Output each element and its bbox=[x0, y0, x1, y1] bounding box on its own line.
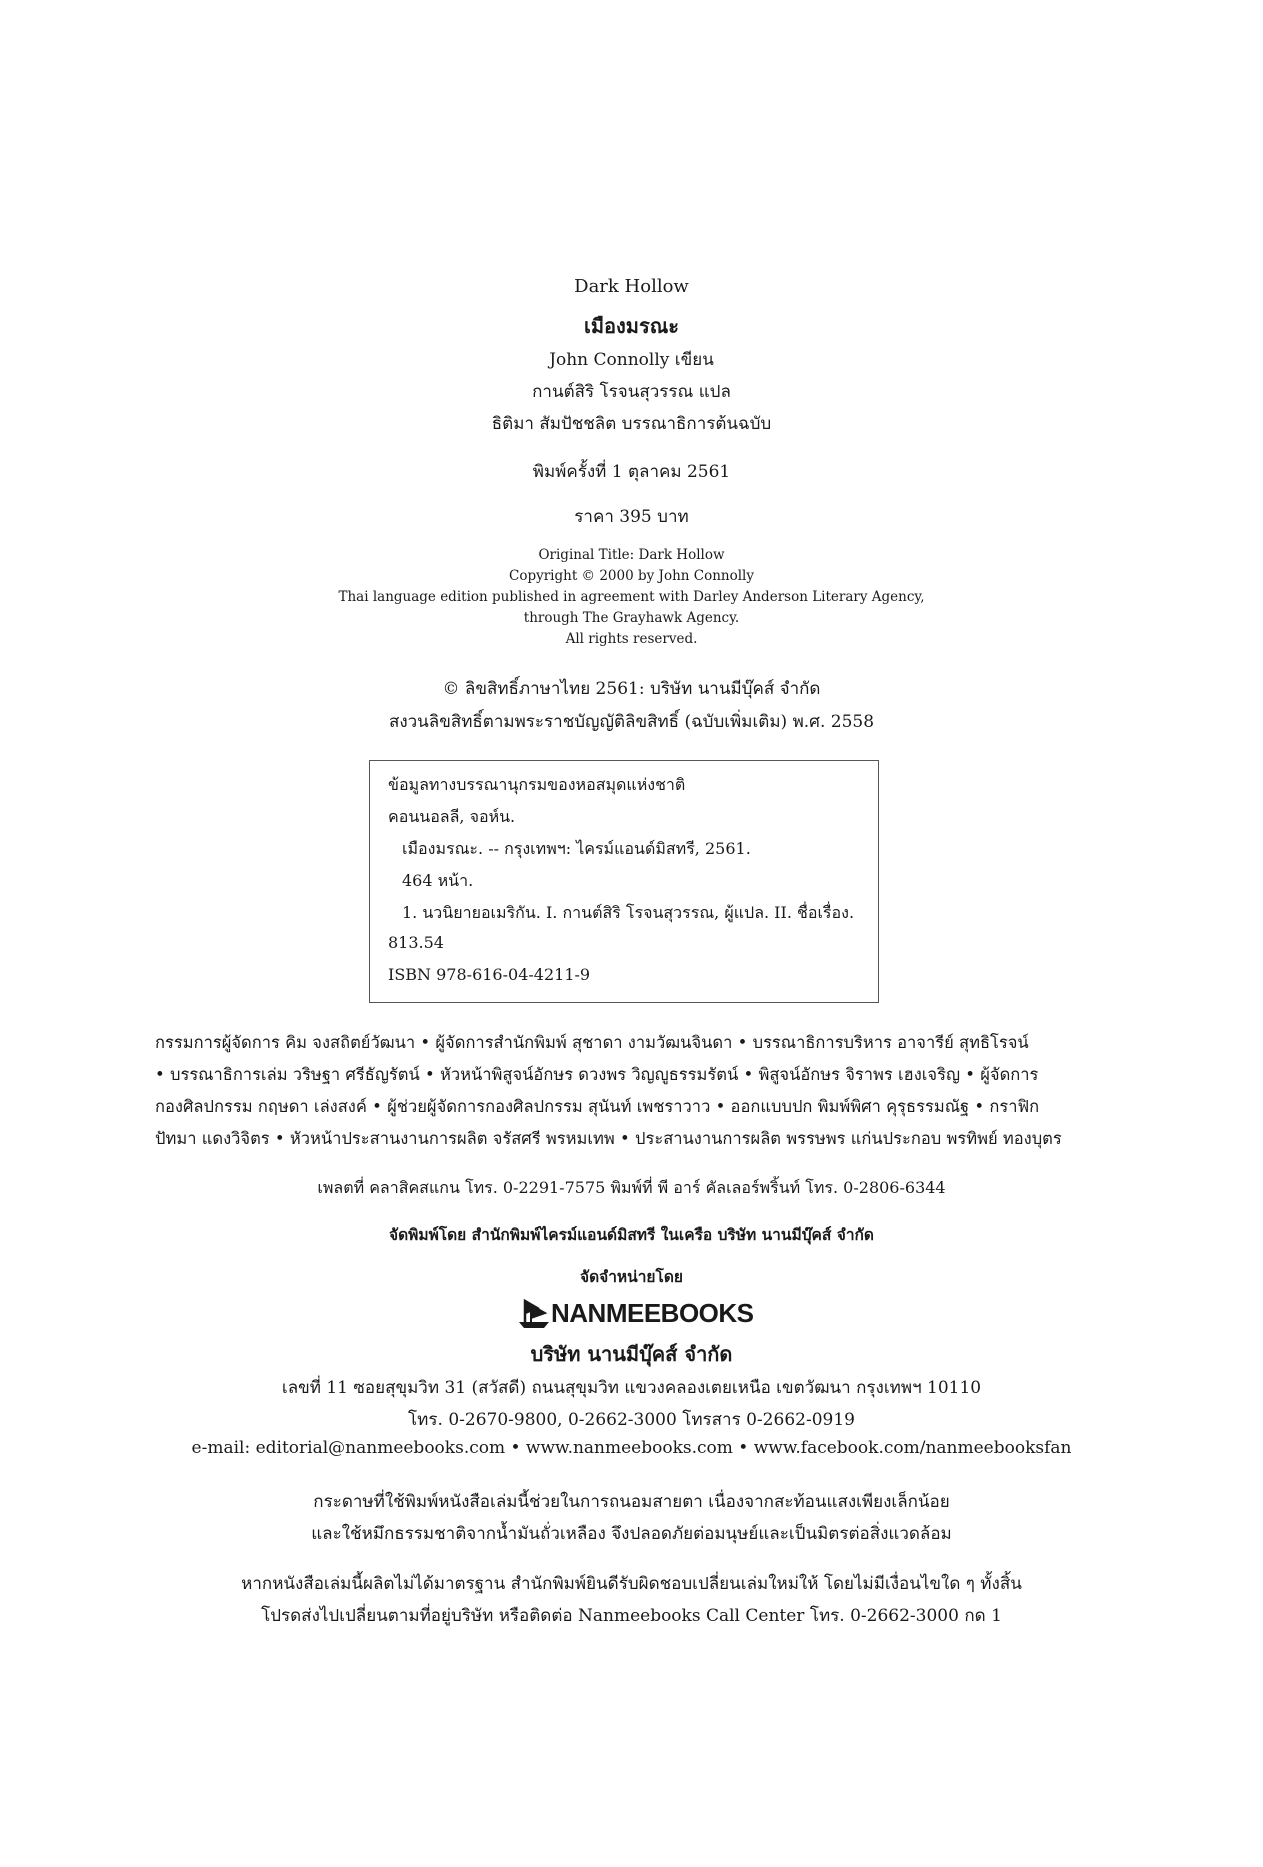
thai-copyright: © ลิขสิทธิ์ภาษาไทย 2561: บริษัท นานมีบุ๊คส์ จำกัด bbox=[442, 679, 821, 699]
cataloging-in-publication-box bbox=[369, 760, 879, 1003]
printing-line: เพลตที่ คลาสิคสแกน โทร. 0-2291-7575 พิมพ์ที่ พี อาร์ คัลเลอร์พริ้นท์ โทร. 0-2806-6344 bbox=[317, 1178, 946, 1197]
cip-author: คอนนอลลี, จอห์น. bbox=[388, 807, 516, 826]
original-copyright: Copyright © 2000 by John Connolly bbox=[508, 568, 754, 584]
cip-isbn: ISBN 978-616-04-4211-9 bbox=[388, 965, 591, 984]
publisher-line: จัดพิมพ์โดย สำนักพิมพ์ไครม์แอนด์มิสทรี ในเครือ บริษัท นานมีบุ๊คส์ จำกัด bbox=[388, 1225, 875, 1244]
credits-line: กองศิลปกรรม กฤษดา เล่งสงค์ • ผู้ช่วยผู้จัดการกองศิลปกรรม สุนันท์ เพชราวาว • ออกแบบปก พิมพ์พิศา คุรุธรรมณัฐ • กราฟิก bbox=[155, 1097, 1040, 1116]
logo-wordmark: NANMEEBOOKS bbox=[551, 1297, 754, 1328]
company-name: บริษัท นานมีบุ๊คส์ จำกัด bbox=[530, 1342, 733, 1366]
cip-pages: 464 หน้า. bbox=[402, 871, 474, 890]
nanmeebooks-logo bbox=[517, 1293, 754, 1333]
price-line: ราคา 395 บาท bbox=[574, 507, 689, 527]
original-agreement: Thai language edition published in agreement with Darley Anderson Literary Agency, bbox=[338, 589, 925, 605]
cip-subjects: 1. นวนิยายอเมริกัน. I. กานต์สิริ โรจนสุวรรณ, ผู้แปล. II. ชื่อเรื่อง. bbox=[402, 903, 855, 922]
company-web: e-mail: editorial@nanmeebooks.com • www.nanmeebooks.com • www.facebook.com/nanmeebooksfan bbox=[191, 1438, 1072, 1458]
title-thai: เมืองมรณะ bbox=[583, 314, 680, 338]
credits-line: ปัทมา แดงวิจิตร • หัวหน้าประสานงานการผลิต จรัสศรี พรหมเทพ • ประสานงานการผลิต พรรษพร แก่นประกอบ พรทิพย์ ทองบุตร bbox=[155, 1129, 1062, 1148]
original-agency: through The Grayhawk Agency. bbox=[523, 610, 740, 626]
paper-note: และใช้หมึกธรรมชาติจากน้ำมันถั่วเหลือง จึงปลอดภัยต่อมนุษย์และเป็นมิตรต่อสิ่งแวดล้อม bbox=[311, 1524, 952, 1544]
ship-icon bbox=[517, 1296, 551, 1330]
title-english: Dark Hollow bbox=[574, 276, 689, 297]
original-title: Original Title: Dark Hollow bbox=[538, 547, 725, 563]
company-phone: โทร. 0-2670-9800, 0-2662-3000 โทรสาร 0-2662-0919 bbox=[408, 1410, 855, 1430]
defect-note: โปรดส่งไปเปลี่ยนตามที่อยู่บริษัท หรือติดต่อ Nanmeebooks Call Center โทร. 0-2662-3000 กด 1 bbox=[261, 1606, 1002, 1626]
company-address: เลขที่ 11 ซอยสุขุมวิท 31 (สวัสดี) ถนนสุขุมวิท แขวงคลองเตยเหนือ เขตวัฒนา กรุงเทพฯ 10110 bbox=[281, 1378, 982, 1398]
credits-line: • บรรณาธิการเล่ม วริษฐา ศรีธัญรัตน์ • หัวหน้าพิสูจน์อักษร ดวงพร วิญญูธรรมรัตน์ • พิสูจน์อักษร จิราพร เฮงเจริญ • ผู้จัดการ bbox=[155, 1065, 1039, 1084]
cip-classification: 813.54 bbox=[388, 933, 444, 952]
distributor-label: จัดจำหน่ายโดย bbox=[579, 1267, 683, 1286]
defect-note: หากหนังสือเล่มนี้ผลิตไม่ได้มาตรฐาน สำนักพิมพ์ยินดีรับผิดชอบเปลี่ยนเล่มใหม่ให้ โดยไม่มีเงื่อนไขใด ๆ ทั้งสิ้น bbox=[241, 1574, 1022, 1594]
edition-line: พิมพ์ครั้งที่ 1 ตุลาคม 2561 bbox=[532, 462, 731, 482]
author-line: John Connolly เขียน bbox=[549, 350, 714, 370]
original-rights: All rights reserved. bbox=[565, 631, 698, 647]
paper-note: กระดาษที่ใช้พิมพ์หนังสือเล่มนี้ช่วยในการถนอมสายตา เนื่องจากสะท้อนแสงเพียงเล็กน้อย bbox=[313, 1492, 950, 1512]
translator-line: กานต์สิริ โรจนสุวรรณ แปล bbox=[532, 382, 731, 402]
cip-heading: ข้อมูลทางบรรณานุกรมของหอสมุดแห่งชาติ bbox=[388, 775, 686, 794]
thai-rights: สงวนลิขสิทธิ์ตามพระราชบัญญัติลิขสิทธิ์ (ฉบับเพิ่มเติม) พ.ศ. 2558 bbox=[388, 712, 875, 732]
editor-line: ธิติมา สัมปัชชลิต บรรณาธิการต้นฉบับ bbox=[491, 414, 772, 434]
cip-title: เมืองมรณะ. -- กรุงเทพฯ: ไครม์แอนด์มิสทรี, 2561. bbox=[402, 839, 751, 858]
credits-line: กรรมการผู้จัดการ คิม จงสถิตย์วัฒนา • ผู้จัดการสำนักพิมพ์ สุชาดา งามวัฒนจินดา • บรรณาธิการบริหาร อาจารีย์ สุทธิโรจน์ bbox=[155, 1033, 1029, 1052]
